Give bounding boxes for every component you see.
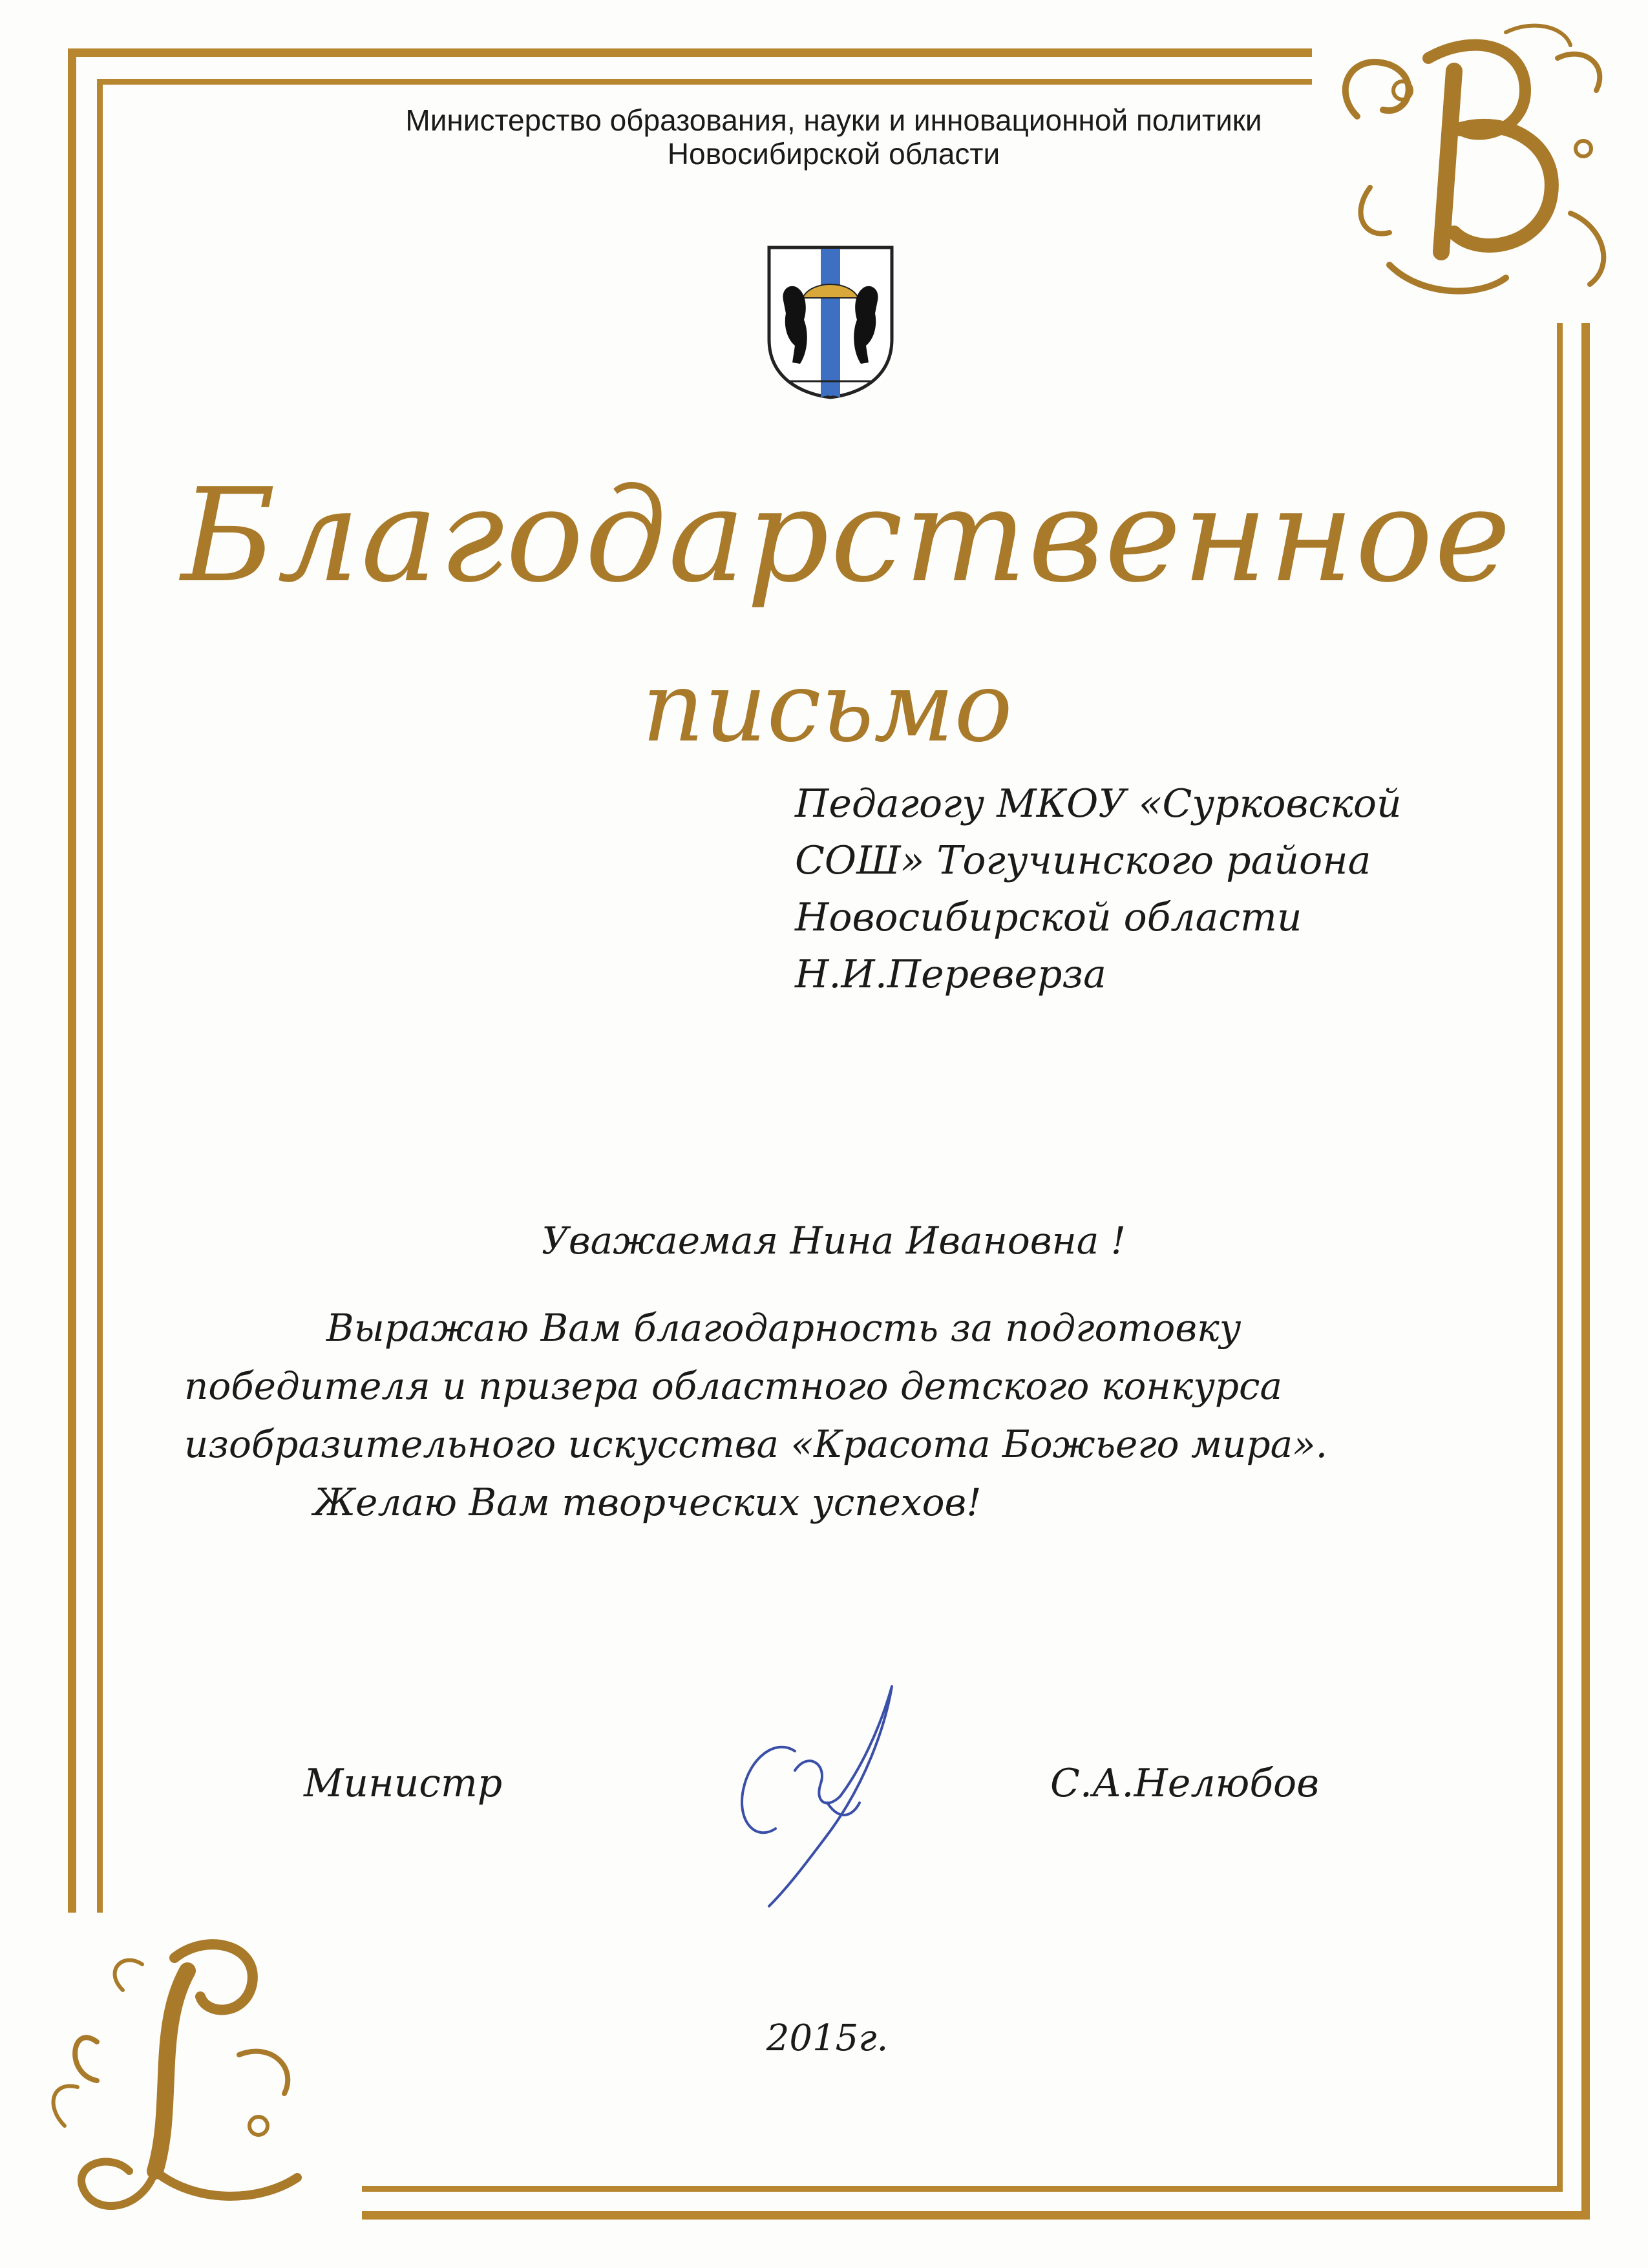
recipient-line: СОШ» Тогучинского района xyxy=(795,838,1371,883)
recipient-block xyxy=(795,775,1538,1003)
handwritten-signature xyxy=(698,1674,931,1932)
body-line: победителя и призера областного детского конкурса xyxy=(184,1364,1283,1408)
document-title: Благодарственное xyxy=(181,461,1512,611)
body-line: Выражаю Вам благодарность за подготовку xyxy=(326,1306,1241,1350)
document-year: 2015г. xyxy=(766,2017,889,2059)
body-line: изобразительного искусства «Красота Божьего мира». xyxy=(184,1422,1328,1466)
ministry-header xyxy=(362,103,1305,171)
recipient-line: Н.И.Переверза xyxy=(795,952,1106,997)
signatory-role: Министр xyxy=(304,1761,503,1806)
body-line: Желаю Вам творческих успехов! xyxy=(313,1480,982,1524)
recipient-line: Новосибирской области xyxy=(795,895,1302,940)
document-subtitle: письмо xyxy=(642,651,1013,764)
ornamental-letter-b-icon xyxy=(1312,19,1635,323)
ministry-line-1: Министерство образования, науки и инновационной политики xyxy=(405,103,1262,137)
greeting: Уважаемая Нина Ивановна ! xyxy=(541,1219,1126,1263)
ministry-line-2: Новосибирской области xyxy=(667,137,1000,171)
body-text xyxy=(184,1299,1509,1531)
novosibirsk-coat-of-arms-icon xyxy=(763,242,898,401)
signatory-name: С.А.Нелюбов xyxy=(1050,1761,1320,1806)
recipient-line: Педагогу МКОУ «Сурковской xyxy=(795,781,1402,826)
ornamental-letter-l-icon xyxy=(26,1913,362,2249)
